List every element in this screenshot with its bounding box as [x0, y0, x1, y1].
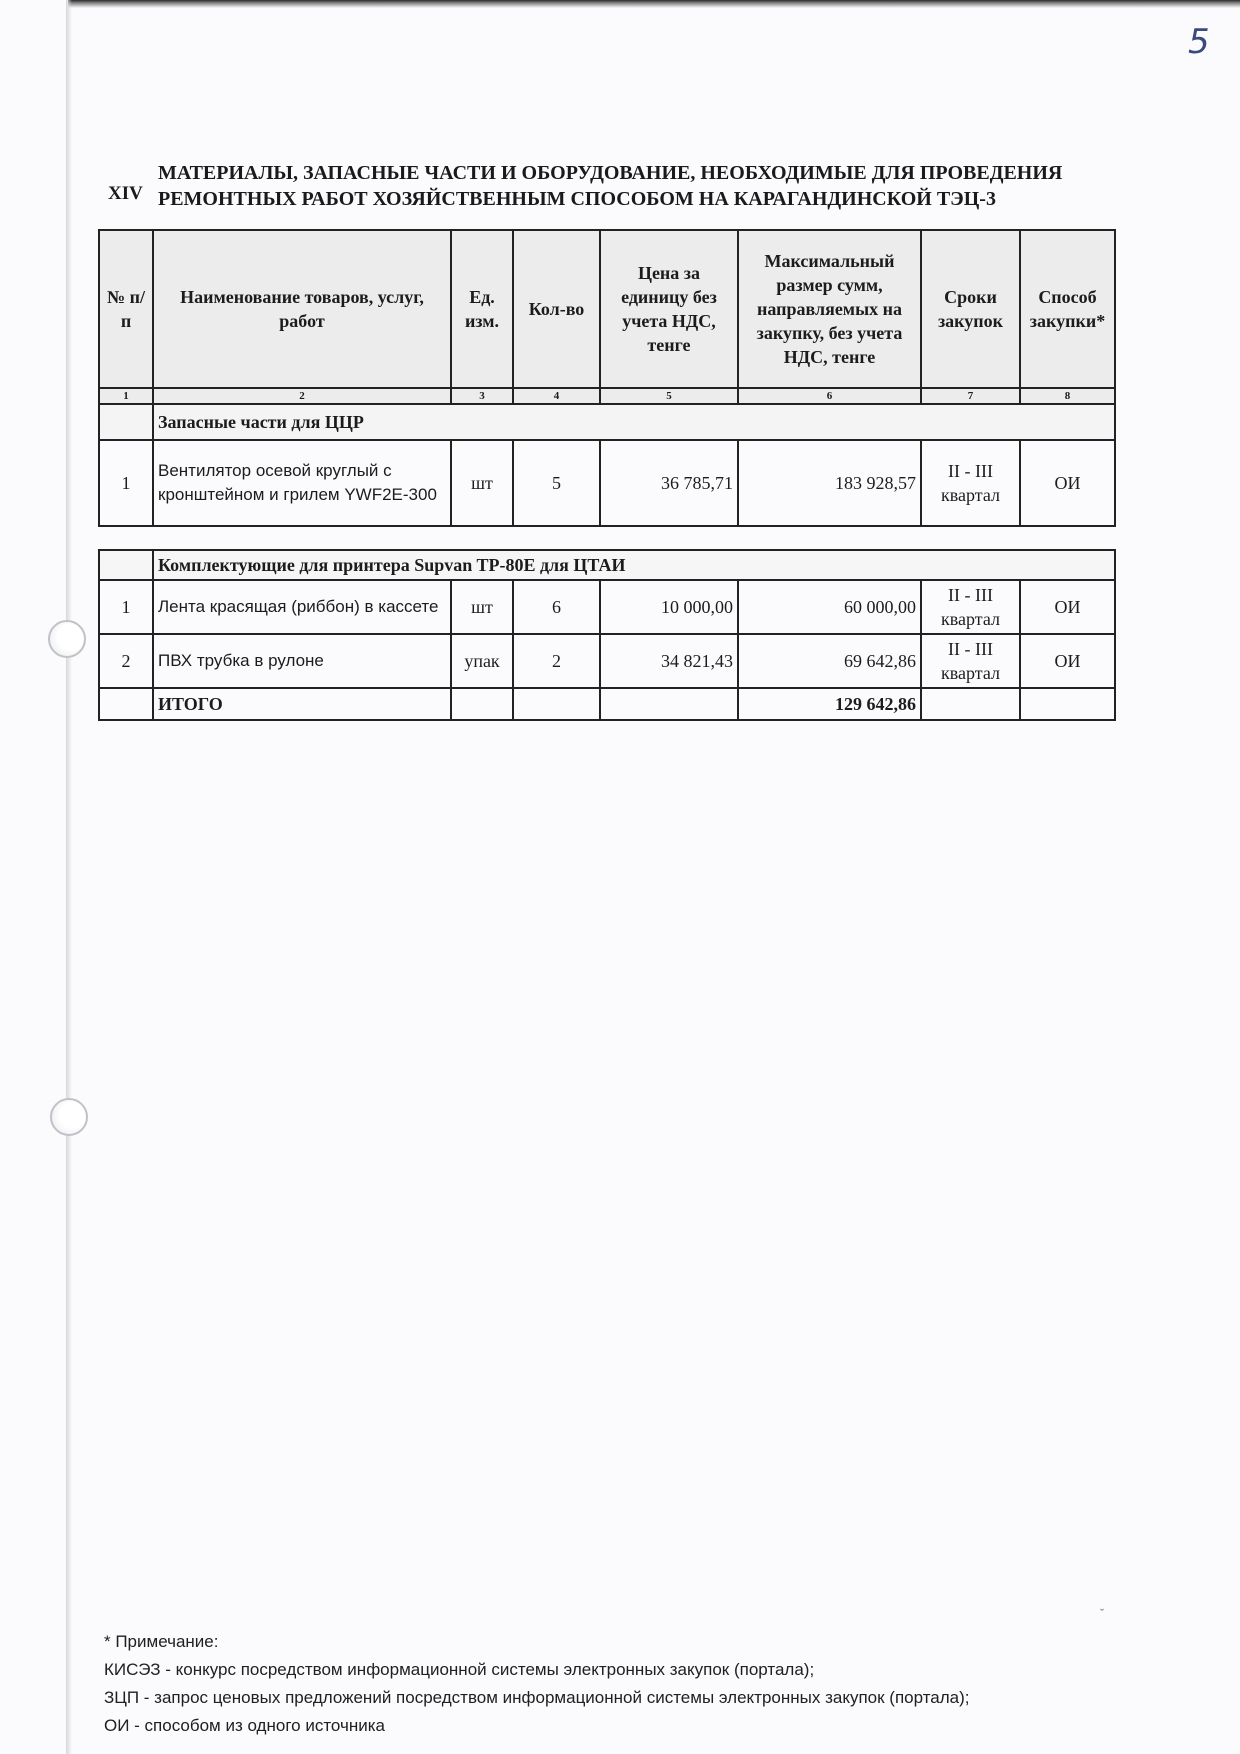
row-method: ОИ: [1020, 440, 1115, 526]
row-term: II - III квартал: [921, 580, 1020, 634]
column-number-row: [99, 388, 1115, 404]
tick-mark: ˇ: [1100, 1606, 1104, 1620]
table-row: [99, 634, 1115, 688]
row-amount: 183 928,57: [738, 440, 921, 526]
header-cell-terms: Сроки закупок: [921, 230, 1020, 388]
column-number: 8: [1020, 388, 1115, 404]
column-number: 5: [600, 388, 738, 404]
row-unit: упак: [451, 634, 513, 688]
group-label: Запасные части для ЦЦР: [153, 404, 1115, 440]
punch-hole: [50, 1098, 88, 1136]
column-number: 6: [738, 388, 921, 404]
header-cell-max-amount: Максимальный размер сумм, направляемых на закупку, без учета НДС, тенге: [738, 230, 921, 388]
footnote-line: ОИ - способом из одного источника: [104, 1716, 385, 1735]
table-header-row: [99, 230, 1115, 388]
total-blank-cell: [921, 688, 1020, 720]
scan-edge-left: [66, 0, 72, 1754]
row-amount: 60 000,00: [738, 580, 921, 634]
header-cell-method: Способ закупки*: [1020, 230, 1115, 388]
total-blank-cell: [600, 688, 738, 720]
row-number: 2: [99, 634, 153, 688]
group-header-row: [99, 404, 1115, 440]
total-blank-cell: [99, 688, 153, 720]
group-header-row: [99, 550, 1115, 580]
row-amount: 69 642,86: [738, 634, 921, 688]
punch-hole: [48, 620, 86, 658]
row-name: Лента красящая (риббон) в кассете: [153, 580, 451, 634]
row-name: ПВХ трубка в рулоне: [153, 634, 451, 688]
procurement-table-spare-parts: [98, 229, 1116, 527]
row-quantity: 5: [513, 440, 600, 526]
row-quantity: 2: [513, 634, 600, 688]
table-row: [99, 580, 1115, 634]
total-blank-cell: [513, 688, 600, 720]
header-cell-quantity: Кол-во: [513, 230, 600, 388]
footnotes: [104, 1628, 1224, 1740]
group-blank-cell: [99, 550, 153, 580]
procurement-table-printer-components: [98, 549, 1116, 721]
row-method: ОИ: [1020, 634, 1115, 688]
total-blank-cell: [1020, 688, 1115, 720]
column-number: 7: [921, 388, 1020, 404]
header-cell-unit: Ед. изм.: [451, 230, 513, 388]
row-number: 1: [99, 580, 153, 634]
column-number: 3: [451, 388, 513, 404]
column-number: 2: [153, 388, 451, 404]
table-row: [99, 440, 1115, 526]
total-blank-cell: [451, 688, 513, 720]
scan-edge-top: [68, 0, 1240, 8]
row-method: ОИ: [1020, 580, 1115, 634]
footnote-title: * Примечание:: [104, 1632, 219, 1651]
section-title: МАТЕРИАЛЫ, ЗАПАСНЫЕ ЧАСТИ И ОБОРУДОВАНИЕ, НЕОБХОДИМЫЕ ДЛЯ ПРОВЕДЕНИЯ РЕМОНТНЫХ РАБОТ ХОЗЯЙСТВЕННЫМ СПОСОБОМ НА КАРАГАНДИНСКОЙ ТЭЦ-3: [158, 162, 1063, 210]
section-number: XIV: [108, 183, 143, 204]
group-blank-cell: [99, 404, 153, 440]
column-number: 1: [99, 388, 153, 404]
row-quantity: 6: [513, 580, 600, 634]
header-cell-name: Наименование товаров, услуг, работ: [153, 230, 451, 388]
row-unit: шт: [451, 440, 513, 526]
header-cell-unit-price: Цена за единицу без учета НДС, тенге: [600, 230, 738, 388]
group-label: Комплектующие для принтера Supvan TP-80E для ЦТАИ: [153, 550, 1115, 580]
row-unit-price: 10 000,00: [600, 580, 738, 634]
column-number: 4: [513, 388, 600, 404]
row-number: 1: [99, 440, 153, 526]
row-unit: шт: [451, 580, 513, 634]
row-unit-price: 34 821,43: [600, 634, 738, 688]
header-cell-number: № п/п: [99, 230, 153, 388]
row-name: Вентилятор осевой круглый с кронштейном и грилем YWF2E-300: [153, 440, 451, 526]
row-term: II - III квартал: [921, 634, 1020, 688]
total-amount: 129 642,86: [738, 688, 921, 720]
row-unit-price: 36 785,71: [600, 440, 738, 526]
handwritten-page-number: 5: [1188, 22, 1210, 62]
footnote-line: КИСЭЗ - конкурс посредством информационной системы электронных закупок (портала);: [104, 1660, 815, 1679]
footnote-line: ЗЦП - запрос ценовых предложений посредством информационной системы электронных закупок (портала);: [104, 1688, 970, 1707]
total-row: [99, 688, 1115, 720]
total-label: ИТОГО: [153, 688, 451, 720]
row-term: II - III квартал: [921, 440, 1020, 526]
